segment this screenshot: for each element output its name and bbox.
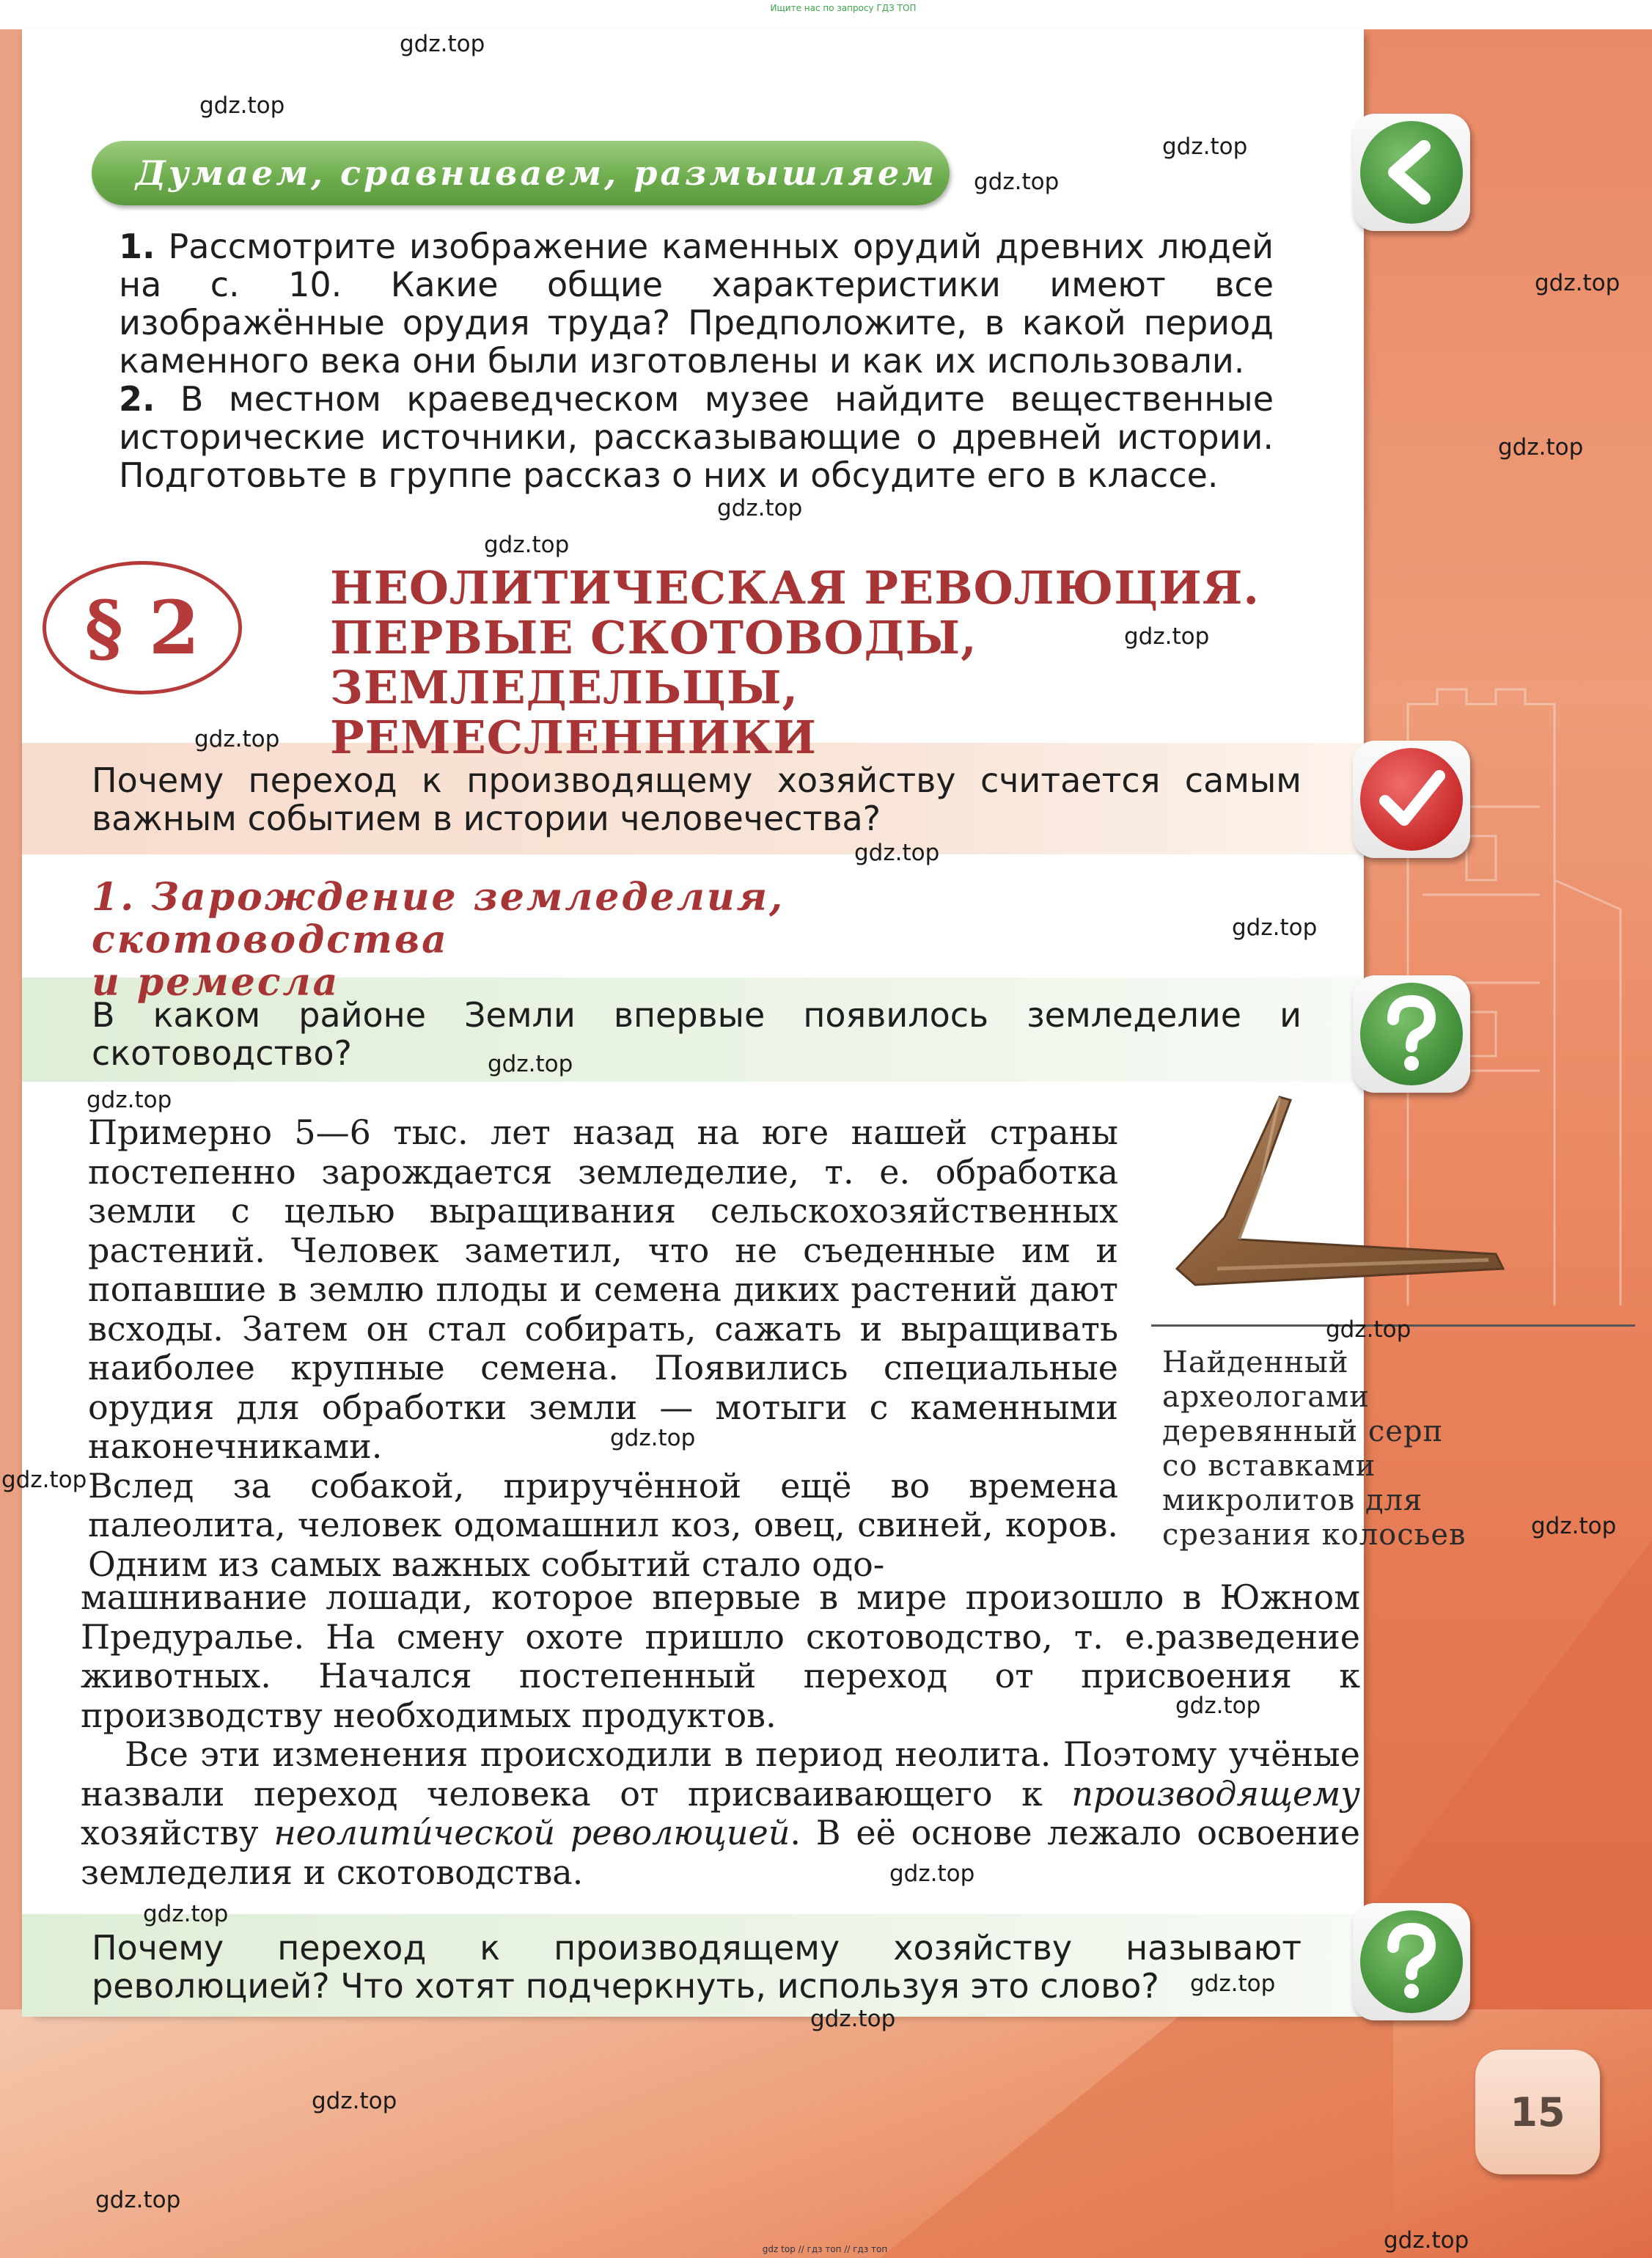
- main-text-full: [81, 1578, 1360, 1892]
- decorative-left-strip: [0, 29, 22, 2258]
- chevron-left-icon: [1378, 139, 1444, 205]
- question-icon-circle: [1360, 1910, 1463, 2013]
- question-icon-circle: [1360, 983, 1463, 1085]
- tasks-block: [119, 227, 1274, 494]
- body-paragraph: Примерно 5—6 тыс. лет назад на юге нашей страны постепенно зарождается земледелие, т. е. обработка земли с целью выращивания сельскохозяйственных растений. Человек заметил, что не съеденные им и попавшие в землю плоды и семена диких растений дают всходы. Затем он стал собирать, сажать и выращивать наиболее крупные семена. Появились специальные орудия для обработки земли — мотыги с каменными наконечниками.: [88, 1112, 1118, 1466]
- watermark: gdz.top: [1384, 2227, 1469, 2254]
- term: неолити́ческой революцией: [274, 1813, 790, 1852]
- body-paragraph: [81, 1735, 1360, 1892]
- watermark: gdz.top: [1, 1467, 87, 1493]
- watermark: gdz.top: [194, 726, 280, 752]
- watermark: gdz.top: [1162, 133, 1248, 160]
- image-caption: [1162, 1346, 1499, 1553]
- task-text: В местном краеведческом музее найдите вещественные исторические источники, рассказывающие о древней истории. Подготовьте в группе рассказ о них и обсудите его в классе.: [119, 379, 1274, 495]
- problem-question: [92, 761, 1302, 837]
- task-item: [119, 380, 1274, 494]
- task-item: [119, 227, 1274, 380]
- question-2-text: Почему переход к производящему хозяйству называют революцией? Что хотят подчеркнуть, используя это слово?: [92, 1928, 1302, 2006]
- body-text: . В её основе лежало освоение земледелия и скотоводства.: [81, 1813, 1361, 1892]
- paragraph-title-line: ЗЕМЛЕДЕЛЬЦЫ, РЕМЕСЛЕННИКИ: [330, 661, 817, 764]
- question-glyph-icon: [1378, 1921, 1444, 2002]
- watermark: gdz.top: [87, 1087, 172, 1113]
- checkmark-icon: [1353, 741, 1470, 858]
- question-mark-icon: [1353, 975, 1470, 1093]
- paragraph-title-line: ПЕРВЫЕ СКОТОВОДЫ,: [330, 611, 977, 664]
- check-icon: [1375, 763, 1448, 836]
- caption-line: Найденный: [1162, 1346, 1349, 1379]
- back-icon: [1353, 114, 1470, 231]
- body-paragraph: машнивание лошади, которое впервые в мире произошло в Южном Предуралье. На смену охоте пришло скотоводство, т. е.разведение животных. Начался постепенный переход от присвоения к производству необходимых продуктов.: [81, 1577, 1360, 1735]
- body-text: Все эти изменения происходили в период неолита. Поэтому учёные назвали переход человека от присваивающего к: [81, 1734, 1360, 1814]
- watermark: gdz.top: [312, 2088, 397, 2114]
- watermark: gdz.top: [488, 1051, 573, 1077]
- caption-line: срезания колосьев: [1162, 1518, 1466, 1552]
- main-text-column: [88, 1113, 1118, 1584]
- think-banner-label: Думаем, сравниваем, размышляем: [136, 153, 938, 193]
- top-banner: Ищите нас по запросу ГДЗ ТОП: [770, 3, 917, 13]
- watermark: gdz.top: [1175, 1693, 1261, 1719]
- decorative-bottom-band: [0, 2009, 1652, 2258]
- term: производящему: [1071, 1773, 1360, 1814]
- watermark: gdz.top: [1326, 1316, 1411, 1343]
- task-text: Рассмотрите изображение каменных орудий древних людей на с. 10. Какие общие характеристики имеют все изображённые орудия труда? Предположите, в какой период каменного века они были изготовлены и как их использовали.: [119, 227, 1274, 381]
- wooden-sickle-image: [1151, 1093, 1518, 1313]
- paragraph-number-badge: [43, 561, 242, 694]
- section-title-line: 1. Зарождение земледелия, скотоводства: [92, 875, 785, 962]
- section-title: [92, 876, 1155, 1004]
- watermark: gdz.top: [95, 2187, 181, 2213]
- watermark: gdz.top: [854, 840, 940, 866]
- paragraph-number: § 2: [84, 584, 200, 671]
- question-1-text: В каком районе Земли впервые появилось земледелие и скотоводство?: [92, 995, 1302, 1073]
- watermark: gdz.top: [1531, 1513, 1617, 1539]
- body-text: хозяйству: [81, 1813, 274, 1852]
- caption-line: деревянный серп: [1162, 1415, 1444, 1448]
- watermark: gdz.top: [1535, 270, 1620, 296]
- caption-line: археологами: [1162, 1380, 1370, 1414]
- watermark: gdz.top: [400, 31, 485, 57]
- page-number: 15: [1510, 2089, 1565, 2136]
- watermark: gdz.top: [484, 532, 570, 558]
- question-1: [92, 996, 1302, 1072]
- watermark: gdz.top: [1498, 434, 1584, 461]
- back-icon-circle: [1360, 121, 1463, 224]
- body-paragraph: Вслед за собакой, приручённой ещё во времена палеолита, человек одомашнил коз, овец, свиней, коров. Одним из самых важных событий стало одо-: [88, 1465, 1118, 1584]
- question-glyph-icon: [1378, 994, 1444, 1074]
- paragraph-title-line: НЕОЛИТИЧЕСКАЯ РЕВОЛЮЦИЯ.: [330, 561, 1260, 615]
- page-number-badge: [1475, 2050, 1600, 2174]
- caption-line: микролитов для: [1162, 1484, 1423, 1517]
- watermark: gdz.top: [1190, 1971, 1276, 1997]
- caption-line: со вставками: [1162, 1449, 1376, 1483]
- think-banner: [92, 141, 950, 205]
- watermark: gdz.top: [717, 495, 803, 521]
- watermark: gdz.top: [610, 1425, 696, 1451]
- watermark: gdz.top: [143, 1901, 229, 1927]
- watermark: gdz.top: [1232, 914, 1318, 941]
- task-number: 2.: [119, 379, 155, 419]
- watermark: gdz.top: [974, 169, 1060, 195]
- question-mark-icon: [1353, 1903, 1470, 2020]
- watermark: gdz.top: [889, 1861, 975, 1887]
- checkmark-icon-circle: [1360, 748, 1463, 851]
- problem-question-text: Почему переход к производящему хозяйству считается самым важным событием в истории человечества?: [92, 760, 1302, 838]
- section-title-line: и ремесла: [92, 960, 340, 1005]
- bottom-footer: gdz top // гдз топ // гдз топ: [762, 2244, 888, 2254]
- watermark: gdz.top: [199, 92, 285, 119]
- question-2: [92, 1929, 1302, 2005]
- paragraph-title: [330, 563, 1283, 763]
- watermark: gdz.top: [810, 2006, 896, 2032]
- task-number: 1.: [119, 227, 155, 266]
- watermark: gdz.top: [1124, 623, 1210, 650]
